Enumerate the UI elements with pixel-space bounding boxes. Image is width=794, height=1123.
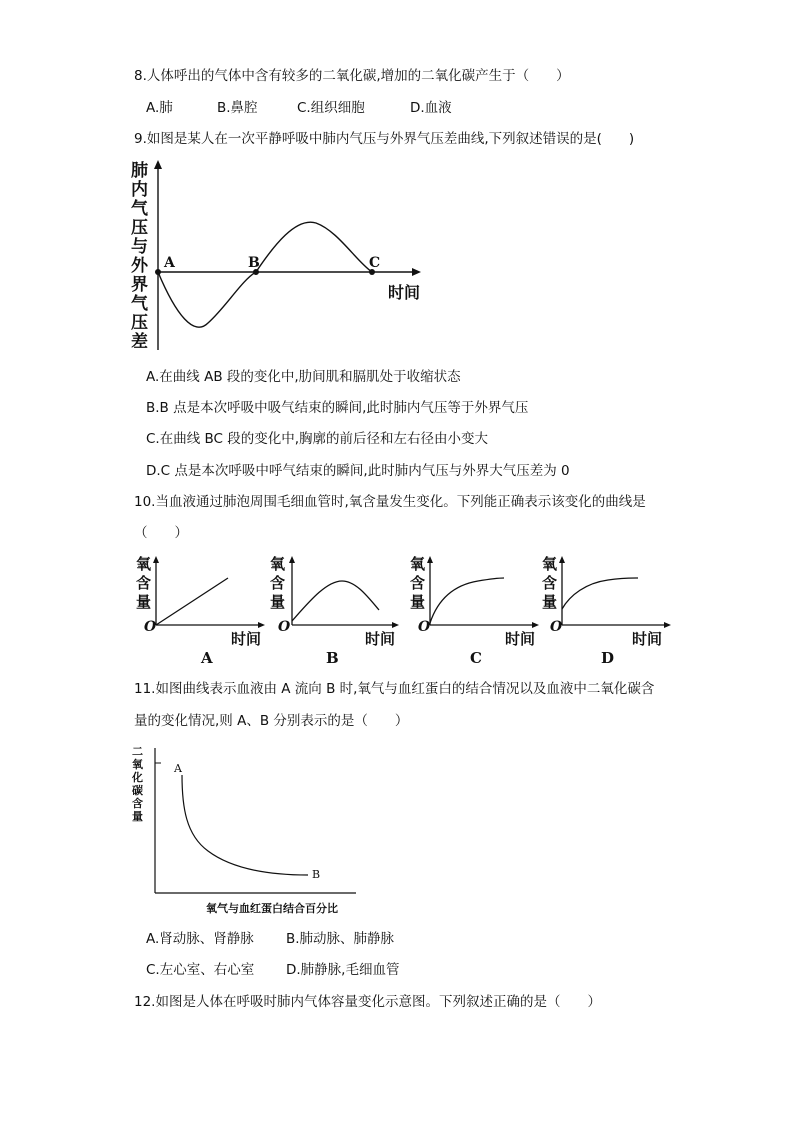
q11-x-axis-label: 氧气与血红蛋白结合百分比	[206, 902, 338, 915]
q10-chart-c-ylabel: 量	[410, 593, 426, 611]
q10-chart-a-ylabel: 量	[136, 593, 152, 611]
q9-x-axis-label: 时间	[388, 283, 421, 302]
q11-ylabel-char: 碳	[132, 784, 143, 797]
q9-pressure-curve	[158, 222, 372, 327]
q9-ylabel-char: 压	[131, 218, 148, 238]
q11-ylabel-char: 含	[132, 797, 143, 810]
q10-chart-c-ylabel: 氧	[410, 555, 426, 573]
q9-option-d: D.C 点是本次呼吸中呼气结束的瞬间,此时肺内气压与外界大气压差为 0	[146, 463, 570, 479]
q10-stem-line1: 10.当血液通过肺泡周围毛细血管时,氧含量发生变化。下列能正确表示该变化的曲线是	[134, 494, 646, 510]
q9-option-c: C.在曲线 BC 段的变化中,胸廓的前后径和左右径由小变大	[146, 431, 489, 447]
q9-ylabel-char: 肺	[131, 161, 148, 181]
q10-chart-c-ylabel: 含	[410, 574, 426, 592]
q10-chart-a-curve	[156, 578, 228, 625]
q9-point-a-label: A	[164, 255, 175, 271]
q11-option-a: A.肾动脉、肾静脉	[146, 931, 254, 947]
q9-option-b: B.B 点是本次呼吸中吸气结束的瞬间,此时肺内气压等于外界气压	[146, 400, 529, 416]
q10-chart-a	[134, 553, 269, 668]
q11-ylabel-char: 量	[132, 810, 143, 823]
q10-chart-c-xlabel: 时间	[505, 630, 536, 648]
q9-ylabel-char: 气	[131, 199, 148, 219]
q9-ylabel-char: 气	[131, 294, 148, 314]
q10-chart-d-xlabel: 时间	[632, 630, 663, 648]
q10-chart-b	[268, 553, 403, 668]
q10-chart-d-caption: D	[601, 649, 615, 667]
q10-chart-a-ylabel: 含	[136, 574, 152, 592]
q10-chart-d-ylabel: 量	[542, 593, 558, 611]
q10-chart-a-xlabel: 时间	[231, 630, 262, 648]
q10-chart-b-caption: B	[326, 649, 339, 667]
q8-option-d: D.血液	[410, 100, 452, 116]
q10-chart-a-caption: A	[201, 649, 213, 667]
q11-option-c: C.左心室、右心室	[146, 962, 255, 978]
q10-chart-d-ylabel: 氧	[542, 555, 558, 573]
q9-ylabel-char: 与	[131, 237, 148, 257]
q10-chart-b-xlabel: 时间	[365, 630, 396, 648]
q10-chart-c-curve	[430, 578, 504, 623]
q9-x-axis-arrow	[412, 268, 421, 276]
q10-stem-line2: （ ）	[134, 525, 188, 541]
q9-ylabel-char: 压	[131, 313, 148, 333]
q11-point-a-label: A	[174, 762, 182, 775]
q9-ylabel-char: 差	[131, 332, 148, 352]
q11-stem-line1: 11.如图曲线表示血液由 A 流向 B 时,氧气与血红蛋白的结合情况以及血液中二氧化碳含	[134, 681, 655, 697]
q11-option-b: B.肺动脉、肺静脉	[286, 931, 395, 947]
q11-ylabel-char: 二	[132, 745, 143, 758]
q10-chart-b-ylabel: 氧	[270, 555, 286, 573]
q11-ylabel-char: 氧	[132, 758, 143, 771]
q9-stem: 9.如图是某人在一次平静呼吸中肺内气压与外界气压差曲线,下列叙述错误的是( )	[134, 131, 635, 147]
q10-chart-a-ylabel: 氧	[136, 555, 152, 573]
q10-chart-c-caption: C	[470, 649, 482, 667]
q8-option-a: A.肺	[146, 100, 173, 116]
q11-co2-diagram	[128, 743, 368, 918]
q11-option-d: D.肺静脉,毛细血管	[286, 962, 400, 978]
q10-chart-d-origin: O	[550, 619, 563, 635]
q10-chart-c-origin: O	[418, 619, 431, 635]
q9-ylabel-char: 界	[131, 275, 148, 295]
q11-stem-line2: 量的变化情况,则 A、B 分别表示的是（ ）	[134, 713, 409, 729]
q9-ylabel-char: 内	[131, 180, 148, 200]
q10-chart-d-ylabel: 含	[542, 574, 558, 592]
q9-point-a-dot	[155, 269, 161, 275]
q9-option-a: A.在曲线 AB 段的变化中,肋间肌和膈肌处于收缩状态	[146, 369, 461, 385]
q11-co2-curve	[182, 775, 308, 875]
q11-ylabel-char: 化	[132, 771, 143, 784]
q11-point-b-label: B	[312, 868, 321, 881]
q8-option-b: B.鼻腔	[217, 100, 258, 116]
q8-option-c: C.组织细胞	[297, 100, 365, 116]
q9-y-axis-arrow	[154, 160, 162, 169]
q10-chart-b-ylabel: 含	[270, 574, 286, 592]
q10-chart-c	[408, 553, 543, 668]
q10-chart-b-ylabel: 量	[270, 593, 286, 611]
q10-chart-d	[540, 553, 675, 668]
q12-stem: 12.如图是人体在呼吸时肺内气体容量变化示意图。下列叙述正确的是（ ）	[134, 994, 601, 1010]
q10-chart-b-curve	[292, 581, 379, 621]
q10-chart-a-origin: O	[144, 619, 157, 635]
q10-chart-b-origin: O	[278, 619, 291, 635]
q9-point-c-label: C	[369, 255, 381, 271]
q8-stem: 8.人体呼出的气体中含有较多的二氧化碳,增加的二氧化碳产生于（ ）	[134, 68, 570, 84]
q9-point-b-label: B	[248, 255, 260, 271]
q9-ylabel-char: 外	[131, 256, 148, 276]
q9-pressure-diagram	[126, 155, 436, 355]
q10-chart-d-curve	[562, 578, 638, 609]
